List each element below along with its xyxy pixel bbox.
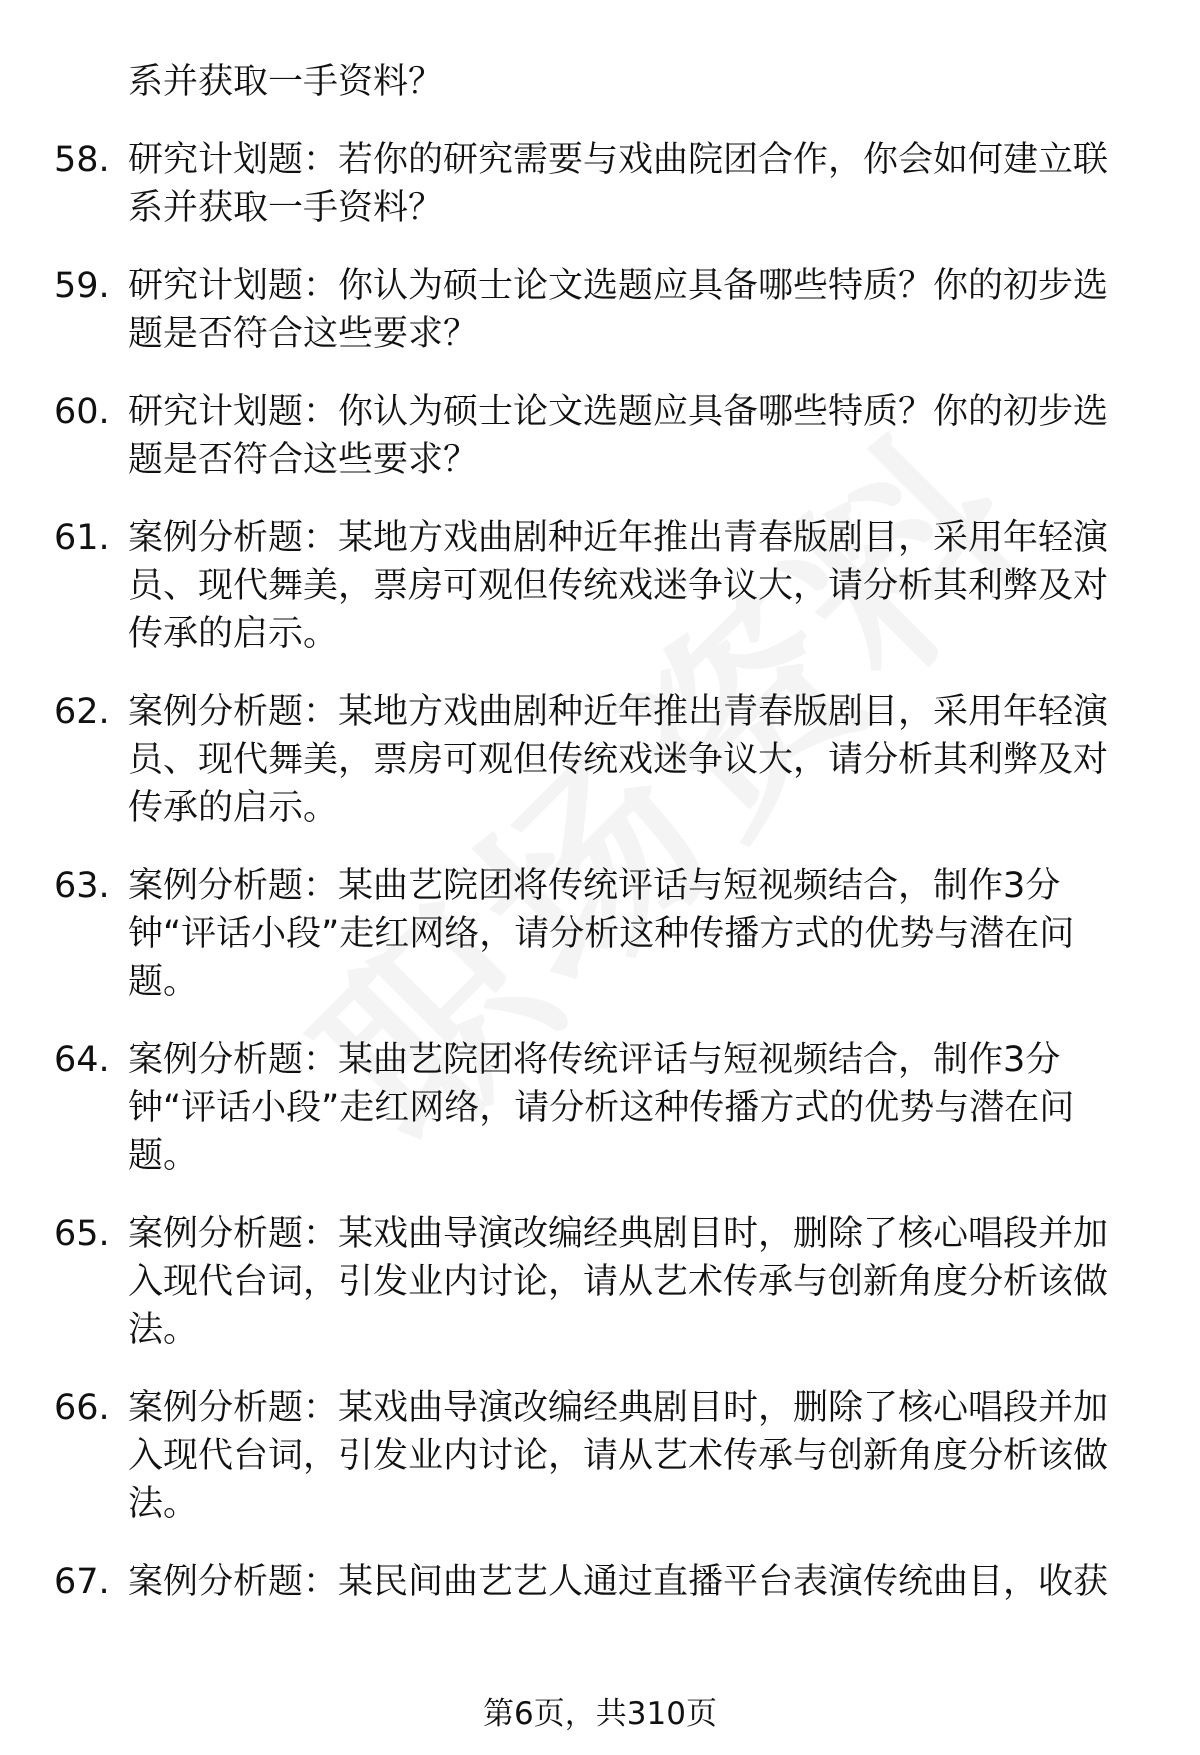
question-item [0,136,1200,232]
question-number: 67. [54,1562,110,1602]
question-text-line: 入现代台词，引发业内讨论，请从艺术传承与创新角度分析该做 [128,1436,1109,1476]
page-footer: 第6页，共310页 [483,1696,717,1732]
question-item [0,688,1200,832]
question-item [0,514,1200,658]
question-item [0,1384,1200,1528]
question-text-line: 题是否符合这些要求？ [128,440,479,480]
question-item [0,1558,1200,1606]
question-text-line: 题。 [128,962,199,1002]
question-number: 61. [54,518,110,558]
question-item [0,1210,1200,1354]
question-text-line: 案例分析题：某地方戏曲剧种近年推出青春版剧目，采用年轻演 [128,518,1109,558]
question-text-line: 题。 [128,1136,199,1176]
question-text-line: 法。 [128,1484,199,1524]
question-text-line: 题是否符合这些要求？ [128,314,479,354]
question-text-line: 法。 [128,1310,199,1350]
question-text-line: 员、现代舞美，票房可观但传统戏迷争议大，请分析其利弊及对 [128,740,1109,780]
question-text-line: 案例分析题：某曲艺院团将传统评话与短视频结合，制作3分 [128,866,1061,906]
question-text-line: 员、现代舞美，票房可观但传统戏迷争议大，请分析其利弊及对 [128,566,1109,606]
question-item [0,862,1200,1006]
question-number: 62. [54,692,110,732]
question-number: 60. [54,392,110,432]
question-number: 63. [54,866,110,906]
question-item [0,388,1200,484]
carryover-line: 系并获取一手资料？ [128,62,444,102]
question-text-line: 案例分析题：某戏曲导演改编经典剧目时，删除了核心唱段并加 [128,1388,1109,1428]
question-text-line: 钟“评话小段”走红网络，请分析这种传播方式的优势与潜在问 [128,914,1075,954]
question-text-line: 案例分析题：某民间曲艺艺人通过直播平台表演传统曲目，收获 [128,1562,1109,1602]
question-text-line: 研究计划题：若你的研究需要与戏曲院团合作，你会如何建立联 [128,140,1109,180]
question-number: 66. [54,1388,110,1428]
question-text-line: 案例分析题：某戏曲导演改编经典剧目时，删除了核心唱段并加 [128,1214,1109,1254]
question-list [0,58,1200,1606]
question-item [0,1036,1200,1180]
question-number: 65. [54,1214,110,1254]
question-number: 59. [54,266,110,306]
carryover-text [0,58,1200,106]
question-item [0,262,1200,358]
question-text-line: 案例分析题：某地方戏曲剧种近年推出青春版剧目，采用年轻演 [128,692,1109,732]
question-text-line: 入现代台词，引发业内讨论，请从艺术传承与创新角度分析该做 [128,1262,1109,1302]
question-text-line: 传承的启示。 [128,614,339,654]
question-text-line: 系并获取一手资料？ [128,188,444,228]
question-number: 64. [54,1040,110,1080]
question-number: 58. [54,140,110,180]
question-text-line: 传承的启示。 [128,788,339,828]
questions-container [0,136,1200,1606]
question-text-line: 钟“评话小段”走红网络，请分析这种传播方式的优势与潜在问 [128,1088,1075,1128]
question-text-line: 研究计划题：你认为硕士论文选题应具备哪些特质？你的初步选 [128,392,1109,432]
question-text-line: 研究计划题：你认为硕士论文选题应具备哪些特质？你的初步选 [128,266,1109,306]
question-text-line: 案例分析题：某曲艺院团将传统评话与短视频结合，制作3分 [128,1040,1061,1080]
